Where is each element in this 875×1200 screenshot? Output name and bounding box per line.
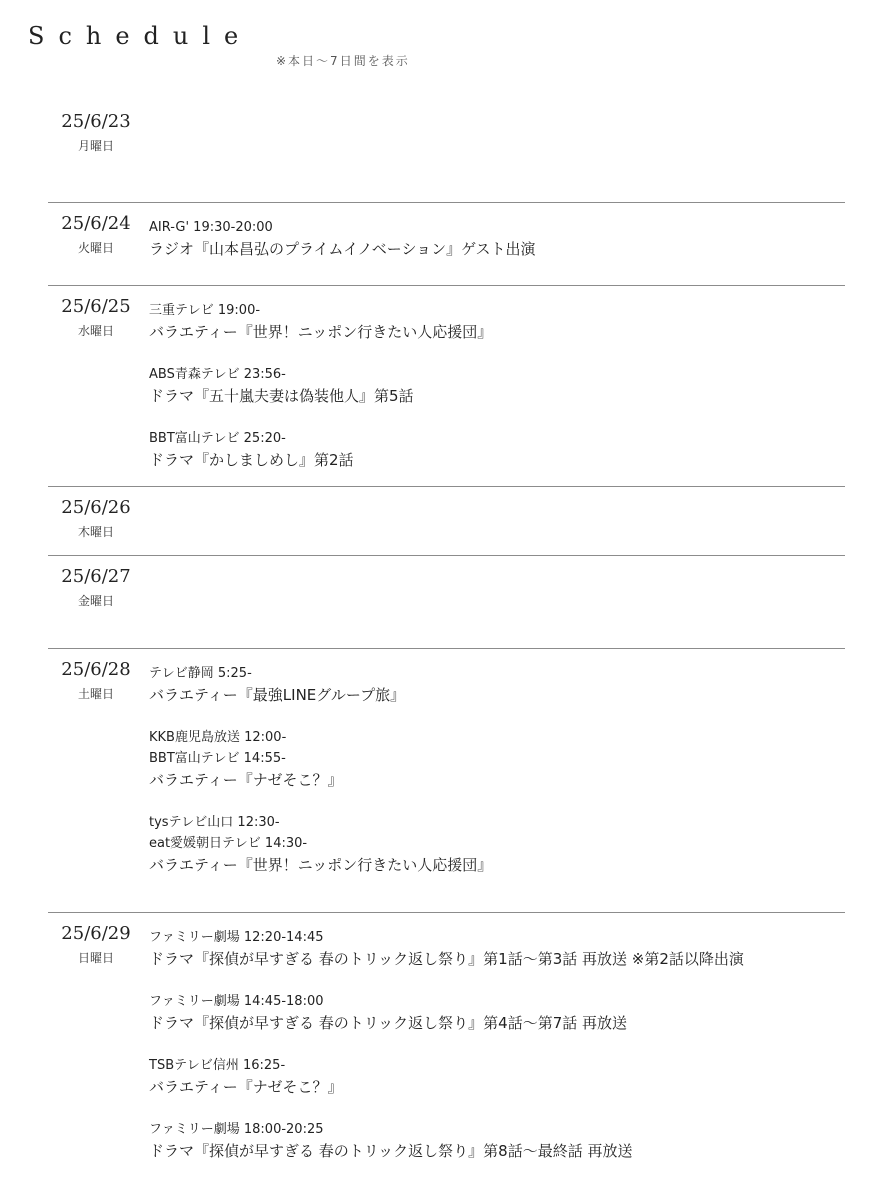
program-title: バラエティー『ナゼそこ？』 bbox=[149, 1078, 343, 1096]
date-cell bbox=[48, 496, 144, 540]
date-cell bbox=[48, 212, 144, 256]
program-title: バラエティー『ナゼそこ？』 bbox=[149, 771, 343, 789]
schedule-entry bbox=[149, 991, 839, 1035]
broadcast-time: ファミリー劇場 12:20-14:45 bbox=[149, 930, 324, 945]
entry-list bbox=[149, 217, 839, 281]
day-row bbox=[48, 648, 845, 912]
program-title: ドラマ『探偵が早すぎる 春のトリック返し祭り』第4話〜第7話 再放送 bbox=[149, 1014, 628, 1032]
date-label: 25/6/25 bbox=[61, 296, 131, 317]
day-row bbox=[48, 100, 845, 202]
program-title: バラエティー『世界！ニッポン行きたい人応援団』 bbox=[149, 856, 493, 874]
broadcast-time: 三重テレビ 19:00- bbox=[149, 303, 261, 318]
broadcast-time: tysテレビ山口 12:30- bbox=[149, 815, 280, 830]
row-divider bbox=[48, 648, 845, 649]
broadcast-time: BBT富山テレビ 25:20- bbox=[149, 431, 286, 446]
broadcast-time: テレビ静岡 5:25- bbox=[149, 666, 252, 681]
schedule-entry bbox=[149, 217, 839, 261]
program-title: ラジオ『山本昌弘のプライムイノベーション』ゲスト出演 bbox=[149, 240, 536, 258]
row-divider bbox=[48, 555, 845, 556]
entry-list bbox=[149, 300, 839, 492]
date-cell bbox=[48, 565, 144, 609]
date-label: 25/6/24 bbox=[61, 213, 131, 234]
date-cell bbox=[48, 658, 144, 702]
day-row bbox=[48, 202, 845, 285]
date-cell bbox=[48, 295, 144, 339]
row-divider bbox=[48, 912, 845, 913]
broadcast-time: AIR-G' 19:30-20:00 bbox=[149, 220, 273, 235]
schedule-entry bbox=[149, 727, 839, 792]
schedule-entry bbox=[149, 927, 839, 971]
day-row bbox=[48, 285, 845, 486]
weekday-label: 金曜日 bbox=[77, 594, 114, 608]
weekday-label: 木曜日 bbox=[77, 525, 114, 539]
entry-list bbox=[149, 927, 839, 1183]
date-label: 25/6/26 bbox=[61, 497, 131, 518]
broadcast-time: ファミリー劇場 18:00-20:25 bbox=[149, 1122, 324, 1137]
program-title: ドラマ『探偵が早すぎる 春のトリック返し祭り』第8話〜最終話 再放送 bbox=[149, 1142, 633, 1160]
schedule-entry bbox=[149, 364, 839, 408]
weekday-label: 水曜日 bbox=[77, 324, 114, 338]
row-divider bbox=[48, 285, 845, 286]
day-row bbox=[48, 912, 845, 1188]
weekday-label: 日曜日 bbox=[77, 951, 114, 965]
schedule-entry bbox=[149, 428, 839, 472]
broadcast-time: BBT富山テレビ 14:55- bbox=[149, 751, 286, 766]
broadcast-time: KKB鹿児島放送 12:00- bbox=[149, 730, 287, 745]
schedule-entry bbox=[149, 1119, 839, 1163]
row-divider bbox=[48, 202, 845, 203]
program-title: ドラマ『かしましめし』第2話 bbox=[149, 451, 354, 469]
date-label: 25/6/29 bbox=[61, 923, 131, 944]
weekday-label: 火曜日 bbox=[77, 241, 114, 255]
range-note: ※本日〜7日間を表示 bbox=[276, 54, 410, 68]
program-title: ドラマ『五十嵐夫妻は偽装他人』第5話 bbox=[149, 387, 414, 405]
broadcast-time: ABS青森テレビ 23:56- bbox=[149, 367, 286, 382]
schedule-entry bbox=[149, 300, 839, 344]
date-label: 25/6/28 bbox=[61, 659, 131, 680]
broadcast-time: ファミリー劇場 14:45-18:00 bbox=[149, 994, 324, 1009]
broadcast-time: TSBテレビ信州 16:25- bbox=[149, 1058, 286, 1073]
entry-list bbox=[149, 663, 839, 897]
program-title: ドラマ『探偵が早すぎる 春のトリック返し祭り』第1話〜第3話 再放送 ※第2話以降出演 bbox=[149, 950, 744, 968]
schedule-entry bbox=[149, 812, 839, 877]
row-divider bbox=[48, 486, 845, 487]
schedule-header bbox=[0, 0, 875, 90]
broadcast-time: eat愛媛朝日テレビ 14:30- bbox=[149, 836, 308, 851]
schedule-entry bbox=[149, 1055, 839, 1099]
page-title: Schedule bbox=[28, 22, 253, 50]
day-row bbox=[48, 486, 845, 555]
date-label: 25/6/23 bbox=[61, 111, 131, 132]
weekday-label: 土曜日 bbox=[77, 687, 114, 701]
program-title: バラエティー『最強LINEグループ旅』 bbox=[149, 686, 406, 704]
date-label: 25/6/27 bbox=[61, 566, 131, 587]
schedule-entry bbox=[149, 663, 839, 707]
date-cell bbox=[48, 922, 144, 966]
program-title: バラエティー『世界！ニッポン行きたい人応援団』 bbox=[149, 323, 493, 341]
weekday-label: 月曜日 bbox=[77, 139, 114, 153]
day-row bbox=[48, 555, 845, 648]
date-cell bbox=[48, 110, 144, 154]
